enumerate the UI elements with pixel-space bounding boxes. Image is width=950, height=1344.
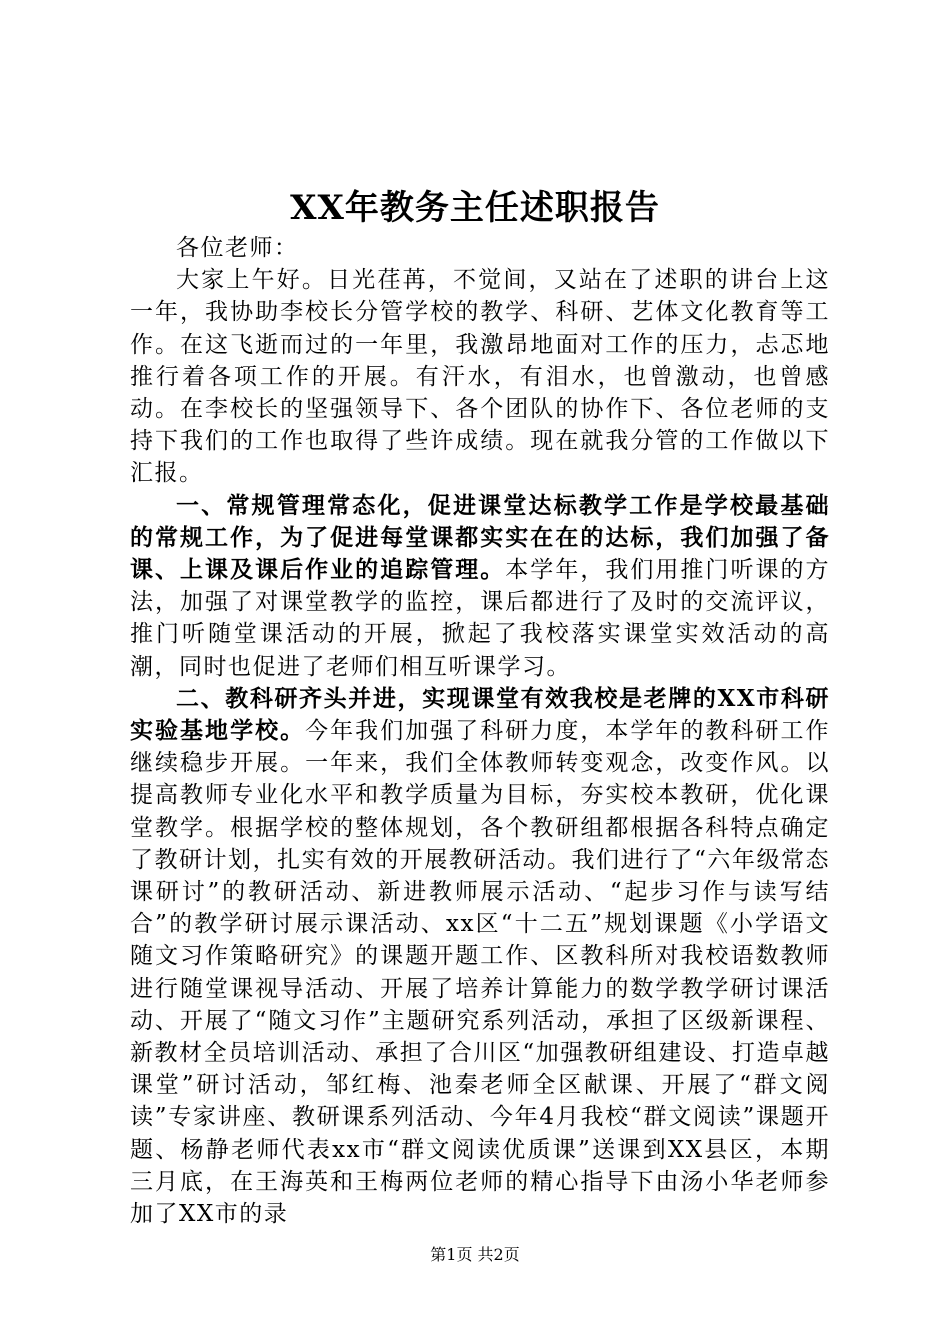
section-1-text: 本学年，我们用推门听课的方法，加强了对课堂教学的监控，课后都进行了及时的交流评议，推门听随堂课活动的开展，掀起了我校落实课堂实效活动的高潮，同时也促进了老师们相互听课学习。 bbox=[130, 557, 831, 680]
salutation: 各位老师： bbox=[176, 235, 299, 261]
section-1-heading: 一、常规管理常态化，促进课堂达标教学工作是学校最基础的常规工作，为了促进每堂课都实实在在的达标，我们加强了备课、上课及课后作业的追踪管理。 bbox=[130, 491, 830, 584]
section-2-paragraph bbox=[130, 683, 830, 1230]
document-body bbox=[130, 232, 830, 1230]
page-number-footer: 第1页 共2页 bbox=[430, 1245, 520, 1264]
document-title: XX年教务主任述职报告 bbox=[290, 188, 660, 228]
intro-paragraph: 大家上午好。日光荏苒，不觉间，又站在了述职的讲台上这一年，我协助李校长分管学校的教学、科研、艺体文化教育等工作。在这飞逝而过的一年里，我激昂地面对工作的压力，忐忑地推行着各项工作的开展。有汗水，有泪水，也曾激动，也曾感动。在李校长的坚强领导下、各个团队的协作下、各位老师的支持下我们的工作也取得了些许成绩。现在就我分管的工作做以下汇报。 bbox=[130, 267, 830, 487]
section-1-paragraph bbox=[130, 490, 830, 683]
section-2-heading: 二、教科研齐头并进，实现课堂有效我校是老牌的XX市科研实验基地学校。 bbox=[130, 684, 830, 745]
section-2-text: 今年我们加强了科研力度，本学年的教科研工作继续稳步开展。一年来，我们全体教师转变观念，改变作风。以提高教师专业化水平和教学质量为目标，夯实校本教研，优化课堂教学。根据学校的整体规划，各个教研组都根据各科特点确定了教研计划，扎实有效的开展教研活动。我们进行了“六年级常态课研讨”的教研活动、新进教师展示活动、“起步习作与读写结合”的教学研讨展示课活动、xx区“十二五”规划课题《小学语文随文习作策略研究》的课题开题工作、区教科所对我校语数教师进行随堂课视导活动、开展了培养计算能力的数学教学研讨课活动、开展了“随文习作”主题研究系列活动，承担了区级新课程、新教材全员培训活动、承担了合川区“加强教研组建设、打造卓越课堂”研讨活动，邹红梅、池秦老师全区献课、开展了“群文阅读”专家讲座、教研课系列活动、今年4月我校“群文阅读”课题开题、杨静老师代表xx市“群文阅读优质课”送课到XX县区，本期三月底，在王海英和王梅两位老师的精心指导下由汤小华老师参加了XX市的录 bbox=[130, 718, 831, 1228]
